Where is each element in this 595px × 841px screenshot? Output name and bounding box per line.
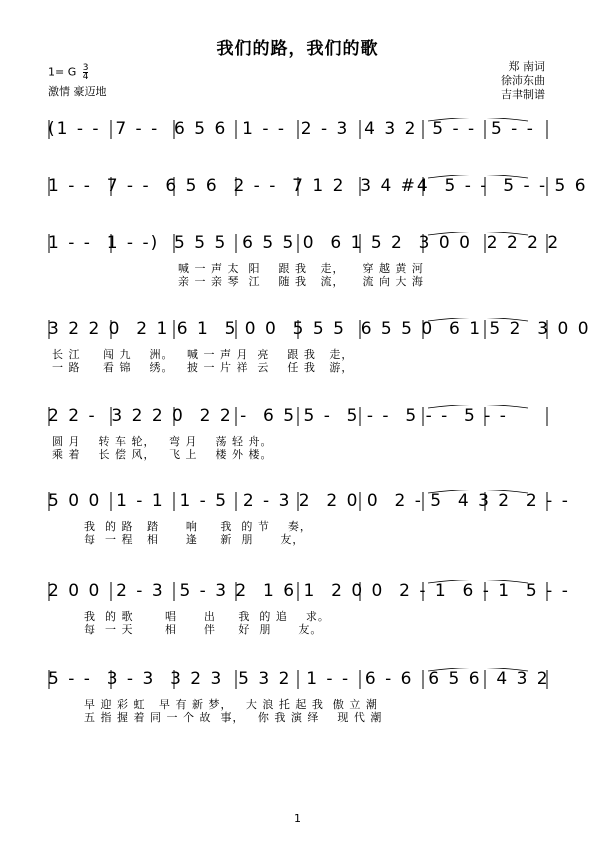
lyric-line: 我 的 路 踏 响 我 的 节 奏，: [48, 520, 312, 533]
lyric-line: 亲 一 亲 琴 江 随 我 流， 流 向 大 海: [178, 275, 424, 288]
notation-line: 2 0 0 2 - 3 5 - 3 2 1 6 1 2 0 0 2 - 1 6 - 1 5 - -: [48, 581, 570, 601]
notation-line: 5 - - 3 - 3 3 2 3 5 3 2 1 - - 6 - 6 6 5 6 4 3 2: [48, 669, 550, 689]
bar-lines: [48, 318, 591, 340]
lyric-line: 乘 着 长 偿 风， 飞 上 楼 外 楼。: [52, 448, 273, 461]
notation-line: (1 - - 7 - - 6 5 6 1 - - 2 - 3 4 3 2 5 - - 5 - -: [48, 119, 535, 139]
slur: [428, 405, 528, 408]
score-line: [48, 118, 548, 140]
bar-lines: [48, 118, 548, 140]
song-title: 我们的路，我们的歌: [216, 39, 379, 59]
slur: [428, 118, 528, 121]
score-meta-left: [48, 64, 107, 99]
bar-lines: [48, 405, 548, 427]
lyric-line: 我 的 歌 唱 出 我 的 追 求。: [48, 610, 330, 623]
page-number: 1: [294, 812, 301, 825]
time-top: 3: [82, 63, 89, 73]
lyric-line: 五 指 握 着 同 一 个 故 事， 你 我 演 绎 现 代 潮: [48, 711, 383, 724]
lyric-line: 早 迎 彩 虹 早 有 新 梦， 大 浪 托 起 我 傲 立 潮: [48, 698, 378, 711]
composer: 徐沛东曲: [501, 74, 545, 87]
bar-lines: [48, 668, 548, 690]
lyric-line: 喊 一 声 太 阳 跟 我 走， 穿 越 黄 河: [178, 262, 424, 275]
score-line: [48, 490, 570, 546]
time-signature: [83, 64, 89, 81]
score-line: [48, 318, 591, 374]
time-bottom: 4: [82, 72, 89, 82]
tempo-marking: 激情 豪迈地: [48, 85, 107, 98]
bar-lines: [48, 490, 570, 512]
lyric-line: 一 路 看 锦 绣。 披 一 片 祥 云 任 我 游，: [52, 361, 354, 374]
lyric-line: 圆 月 转 车 轮， 弯 月 荡 轻 舟。: [52, 435, 273, 448]
lyricist: 郑 南词: [508, 60, 545, 73]
score-line: [48, 405, 548, 461]
lyric-line: 长 江 闯 九 洲。 喊 一 声 月 亮 跟 我 走，: [52, 348, 354, 361]
slur: [428, 580, 528, 583]
key-signature: [48, 64, 107, 81]
transcriber: 吉聿制谱: [501, 88, 545, 101]
credits: [501, 60, 545, 102]
slur: [428, 668, 528, 671]
bar-lines: [48, 175, 588, 197]
score-line: [48, 580, 570, 636]
bar-lines: [48, 580, 570, 602]
score-line: [48, 175, 588, 197]
lyric-line: 每 一 天 相 伴 好 朋 友。: [48, 623, 323, 636]
notation-line: 2 2 - 3 2 2 0 2 2 - 6 5 5 - 5 - - 5 - - 5 - -: [48, 406, 508, 426]
notation-line: 1 - - 1 - -) 5 5 5 6 5 5 0 6 1 5 2 3 0 0 2 2 2 2: [48, 233, 561, 253]
score-line: [48, 232, 561, 288]
slur: [428, 490, 528, 493]
slur: [428, 175, 528, 178]
slur: [428, 318, 528, 321]
slur: [428, 232, 528, 235]
notation-line: 5 0 0 1 - 1 1 - 5 2 - 3 2 2 0 0 2 - 5 4 3 2 2 - -: [48, 491, 570, 511]
lyric-line: 每 一 程 相 逢 新 朋 友，: [48, 533, 305, 546]
key-text: 1= G: [48, 65, 77, 79]
notation-line: 3 2 2 0 2 1 6 1 5 0 0 5 5 5 6 5 5 0 6 1 5 2 3 0 0: [48, 319, 591, 339]
notation-line: 1 - - 7 - - 6 5 6 2 - - 7 1 2 3 4 #4 5 - - 5 - - 5 6: [48, 176, 588, 196]
score-line: [48, 668, 548, 724]
bar-lines: [48, 232, 561, 254]
